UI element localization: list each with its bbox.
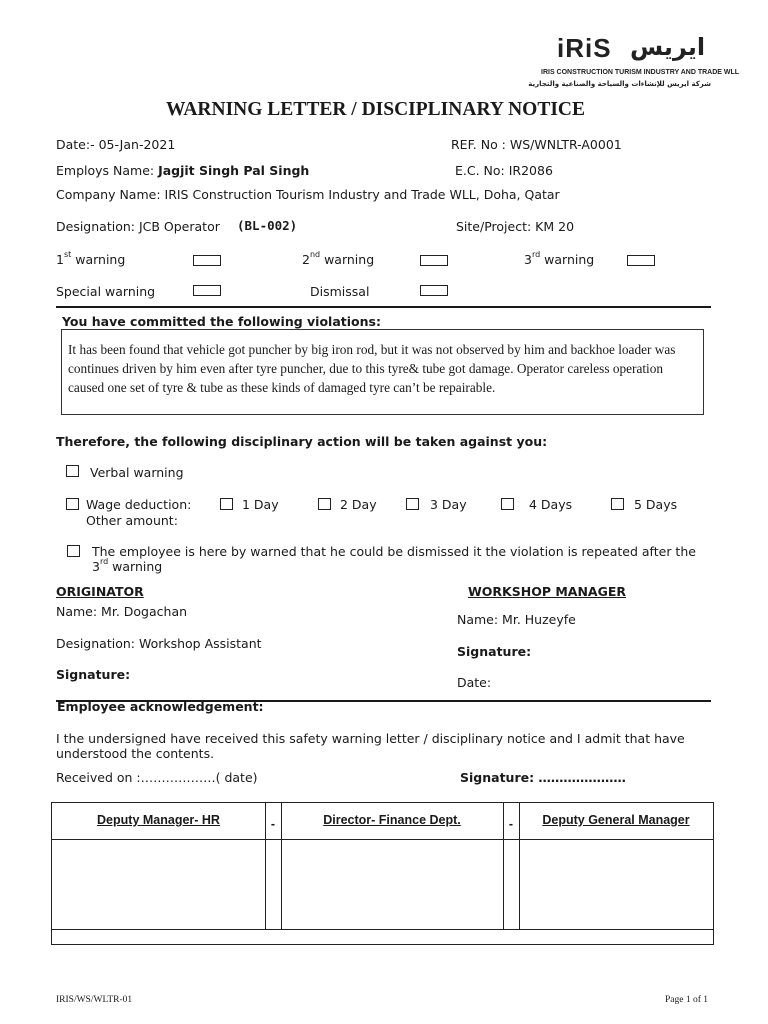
manager-date: Date: (457, 675, 492, 690)
violations-text-box (61, 329, 704, 415)
manager-signature: Signature: (457, 644, 532, 659)
originator-name: Name: Mr. Dogachan (56, 604, 188, 619)
first-warning-label: 1st warning (56, 250, 126, 267)
table-header-deputy-manager-hr: Deputy Manager- HR (97, 813, 220, 827)
date-field: Date:- 05-Jan-2021 (56, 137, 176, 152)
day5-checkbox[interactable] (611, 498, 624, 510)
manager-name: Name: Mr. Huzeyfe (457, 612, 576, 627)
originator-heading: ORIGINATOR (56, 584, 144, 599)
divider-top (56, 306, 711, 308)
designation-field: Designation: JCB Operator (56, 219, 220, 234)
table-header-director-finance: Director- Finance Dept. (323, 813, 461, 827)
approval-signature-table (51, 802, 714, 945)
table-header-divider (52, 839, 713, 840)
footer-document-code: IRIS/WS/WLTR-01 (56, 995, 133, 1005)
special-warning-checkbox[interactable] (193, 285, 221, 296)
acknowledgement-text-line1: I the undersigned have received this safety warning letter / disciplinary notice and I admit that have (56, 731, 685, 746)
day2-checkbox[interactable] (318, 498, 331, 510)
other-amount-label: Other amount: (86, 513, 178, 528)
wage-deduction-label: Wage deduction: (86, 497, 192, 512)
employee-signature-field: Signature: ………………… (460, 770, 626, 785)
dismiss-warning-text: The employee is here by warned that he could be dismissed it the violation is repeated after the (92, 544, 696, 559)
acknowledgement-text-line2: understood the contents. (56, 746, 215, 761)
ref-number: REF. No : WS/WNLTR-A0001 (451, 137, 622, 152)
received-on-field: Received on :………………( date) (56, 770, 258, 785)
manager-heading: WORKSHOP MANAGER (468, 584, 627, 599)
table-header-deputy-general-manager: Deputy General Manager (542, 813, 690, 827)
table-header-dash-2: - (508, 817, 514, 831)
first-warning-checkbox[interactable] (193, 255, 221, 266)
dismissal-label: Dismissal (310, 284, 370, 299)
logo-arabic-line: شركة ايريس للإنشاءات والسياحة والصناعية والتجارية (528, 80, 711, 88)
dismissal-checkbox[interactable] (420, 285, 448, 296)
verbal-warning-checkbox[interactable] (66, 465, 79, 477)
employee-name-label: Employs Name: (56, 163, 159, 178)
third-warning-label: 3rd warning (524, 250, 595, 267)
day1-checkbox[interactable] (220, 498, 233, 510)
day3-label: 3 Day (430, 497, 467, 512)
day4-label: 4 Days (529, 497, 573, 512)
dismiss-warning-checkbox[interactable] (67, 545, 80, 557)
violations-text: It has been found that vehicle got puncher by big iron rod, but it was not observed by him and backhoe loader was continues driven by him even after tyre puncher, due to this tyre& tube got damage. Operator careless operation caused one set of tyre & tube as these kinds of damaged tyre can’t be repairable. (68, 342, 676, 395)
originator-signature: Signature: (56, 667, 131, 682)
employee-name-value: Jagjit Singh Pal Singh (158, 163, 310, 178)
employee-name-field (56, 163, 309, 178)
day1-label: 1 Day (242, 497, 279, 512)
action-heading: Therefore, the following disciplinary action will be taken against you: (56, 434, 548, 449)
day3-checkbox[interactable] (406, 498, 419, 510)
wage-deduction-checkbox[interactable] (66, 498, 79, 510)
day4-checkbox[interactable] (501, 498, 514, 510)
day5-label: 5 Days (634, 497, 678, 512)
table-footer-divider (52, 929, 713, 930)
ec-number: E.C. No: IR2086 (455, 163, 553, 178)
dismiss-warning-text-end: 3rd warning (92, 557, 163, 574)
originator-designation: Designation: Workshop Assistant (56, 636, 262, 651)
logo-latin: iRiS (557, 33, 612, 63)
second-warning-checkbox[interactable] (420, 255, 448, 266)
page-title: WARNING LETTER / DISCIPLINARY NOTICE (166, 99, 586, 120)
company-name-field: Company Name: IRIS Construction Tourism Industry and Trade WLL, Doha, Qatar (56, 187, 560, 202)
acknowledgement-heading: Employee acknowledgement: (57, 699, 264, 714)
designation-code: (BL-002) (237, 218, 298, 233)
footer-page-number: Page 1 of 1 (665, 995, 709, 1005)
verbal-warning-label: Verbal warning (90, 465, 184, 480)
logo-arabic: ايريس (630, 33, 706, 61)
day2-label: 2 Day (340, 497, 377, 512)
table-header-dash-1: - (270, 817, 276, 831)
logo-company-line: IRIS CONSTRUCTION TURISM INDUSTRY AND TRADE WLL (541, 69, 740, 76)
third-warning-checkbox[interactable] (627, 255, 655, 266)
site-project-field: Site/Project: KM 20 (456, 219, 575, 234)
second-warning-label: 2nd warning (302, 250, 375, 267)
special-warning-label: Special warning (56, 284, 156, 299)
violations-heading: You have committed the following violations: (62, 314, 381, 329)
